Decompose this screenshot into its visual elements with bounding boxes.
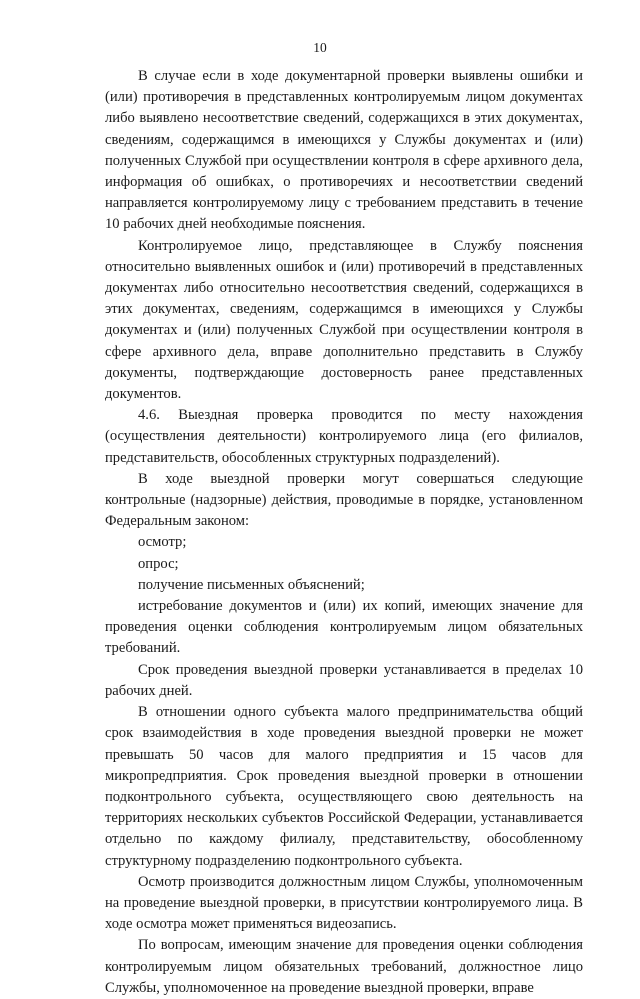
list-item-survey: опрос;: [138, 555, 179, 572]
list-item-written-explanations: получение письменных объяснений;: [138, 576, 365, 593]
document-body: [105, 66, 583, 999]
paragraph-inspection-video: Осмотр производится должностным лицом Службы, уполномоченным на проведение выездной проверки, в присутствии контролируемого лица. В ходе осмотра может применяться видеозапись.: [105, 873, 583, 933]
paragraph-term: Срок проведения выездной проверки устанавливается в пределах 10 рабочих дней.: [105, 661, 583, 699]
paragraph-section-4-6: 4.6. Выездная проверка проводится по месту нахождения (осуществления деятельности) контролируемого лица (его филиалов, представительств, обособленных структурных подразделений).: [105, 407, 583, 466]
paragraph-explanations: Контролируемое лицо, представляющее в Службу пояснения относительно выявленных ошибок и (или) противоречий в представленных документах либо относительно несоответствия сведений, содержащихся в этих документах, сведениям, содержащимся в имеющихся у Службы документах и (или) полученных Службой при осуществлении контроля в сфере архивного дела, вправе дополнительно представить в Службу документы, подтверждающие достоверность ранее представленных документов.: [105, 237, 583, 403]
list-item-document-request: истребование документов и (или) их копий, имеющих значение для проведения оценки соблюдения контролируемым лицом обязательных требований.: [105, 598, 583, 657]
paragraph-small-business: В отношении одного субъекта малого предпринимательства общий срок взаимодействия в ходе проведения выездной проверки не может превышать 50 часов для малого предприятия и 15 часов для микропредприятия. Срок проведения выездной проверки в отношении подконтрольного субъекта, осуществляющего свою деятельность на территориях нескольких субъектов Российской Федерации, устанавливается отдельно по каждому филиалу, представительству, обособленному структурному подразделению подконтрольного субъекта.: [105, 704, 583, 869]
paragraph-documentary-errors: В случае если в ходе документарной проверки выявлены ошибки и (или) противоречия в представленных контролируемым лицом документах либо выявлено несоответствие сведений, содержащихся в этих документах, сведениям, содержащимся в имеющихся у Службы документах и (или) полученных Службой при осуществлении контроля в сфере архивного дела, информация об ошибках, о противоречиях и несоответствии сведений направляется контролируемому лицу с требованием представить в течение 10 рабочих дней необходимые пояснения.: [105, 68, 583, 233]
paragraph-questions: По вопросам, имеющим значение для проведения оценки соблюдения контролируемым лицом обязательных требований, должностное лицо Службы, уполномоченное на проведение выездной проверки, вправе: [105, 937, 583, 996]
page-number: 10: [313, 40, 327, 55]
paragraph-control-actions: В ходе выездной проверки могут совершаться следующие контрольные (надзорные) действия, проводимые в порядке, установленном Федеральным законом:: [105, 470, 583, 530]
list-item-inspection: осмотр;: [138, 534, 187, 551]
